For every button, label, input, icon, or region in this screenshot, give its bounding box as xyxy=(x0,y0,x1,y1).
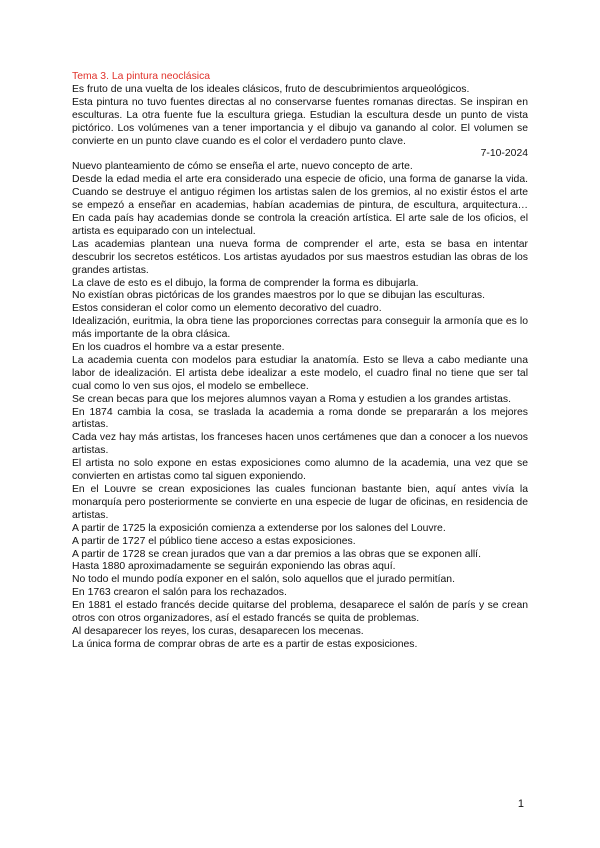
paragraph: En el Louvre se crean exposiciones las cuales funcionan bastante bien, aquí antes vivía la monarquía pero posteriormente se convierte en una especie de lugar de oficinas, en residencia de artistas. xyxy=(72,484,528,521)
intro-paragraph: Esta pintura no tuvo fuentes directas al no conservarse fuentes romanas directas. Se inspiran en esculturas. La otra fuente fue la escultura griega. Estudian la escultura desde un punto de vista pictórico. Los volúmenes van a tener importancia y el dibujo va ganando al color. El volumen se convierte en un punto clave cuando es el color el verdadero punto clave. xyxy=(72,96,528,147)
paragraph: En 1874 cambia la cosa, se traslada la academia a roma donde se prepararán a los mejores artistas. xyxy=(72,406,528,431)
paragraph: Desde la edad media el arte era considerado una especie de oficio, una forma de ganarse la vida. Cuando se destruye el antiguo régimen los artistas salen de los gremios, al no existir éstos el arte se empezó a enseñar en academias, habían academias de pintura, de escultura, arquitectura… En cada país hay academias donde se controla la creación artística. El arte sale de los oficios, el artista es equiparado con un intelectual. xyxy=(72,174,528,237)
paragraph: Hasta 1880 aproximadamente se seguirán exponiendo las obras aquí. xyxy=(72,561,396,573)
paragraph: Al desaparecer los reyes, los curas, desaparecen los mecenas. xyxy=(72,625,364,637)
paragraph: Las academias plantean una nueva forma de comprender el arte, esta se basa en intentar descubrir los secretos estéticos. Los artistas ayudados por sus maestros estudian las obras de los grandes artistas. xyxy=(72,238,528,276)
paragraph: El artista no solo expone en estas exposiciones como alumno de la academia, una vez que se convierten en artistas como tal siguen exponiendo. xyxy=(72,458,528,483)
date-stamp: 7-10-2024 xyxy=(480,148,528,160)
paragraph: No existían obras pictóricas de los grandes maestros por lo que se dibujan las esculturas. xyxy=(72,290,485,302)
paragraph: La única forma de comprar obras de arte es a partir de estas exposiciones. xyxy=(72,638,418,650)
paragraph: Se crean becas para que los mejores alumnos vayan a Roma y estudien a los grandes artistas. xyxy=(72,393,511,405)
paragraph: La clave de esto es el dibujo, la forma de comprender la forma es dibujarla. xyxy=(72,277,419,289)
paragraph: A partir de 1728 se crean jurados que van a dar premios a las obras que se exponen allí. xyxy=(72,548,481,560)
paragraph: A partir de 1727 el público tiene acceso a estas exposiciones. xyxy=(72,535,356,547)
page-number: 1 xyxy=(517,798,524,810)
paragraph: En 1881 el estado francés decide quitarse del problema, desaparece el salón de parís y se crean otros con otros organizadores, así el estado francés se quita de problemas. xyxy=(72,600,528,625)
paragraph: En 1763 crearon el salón para los rechazados. xyxy=(72,587,287,599)
paragraph: Estos consideran el color como un elemento decorativo del cuadro. xyxy=(72,303,382,315)
intro-paragraph: Es fruto de una vuelta de los ideales clásicos, fruto de descubrimientos arqueológicos. xyxy=(72,83,470,95)
paragraph: La academia cuenta con modelos para estudiar la anatomía. Esto se lleva a cabo mediante una labor de idealización. El artista debe idealizar a este modelo, el cuadro final no tiene que ser tal cual como lo ven sus ojos, el modelo se embellece. xyxy=(72,354,528,392)
paragraph: Idealización, euritmia, la obra tiene las proporciones correctas para conseguir la armonía que es lo más importante de la obra clásica. xyxy=(72,316,528,341)
section-title: Tema 3. La pintura neoclásica xyxy=(72,71,211,82)
paragraph: No todo el mundo podía exponer en el salón, solo aquellos que el jurado permitían. xyxy=(72,574,455,586)
paragraph: Cada vez hay más artistas, los franceses hacen unos certámenes que dan a conocer a los nuevos artistas. xyxy=(72,432,528,457)
paragraph: Nuevo planteamiento de cómo se enseña el arte, nuevo concepto de arte. xyxy=(72,161,413,173)
paragraph: En los cuadros el hombre va a estar presente. xyxy=(72,342,285,354)
document-body xyxy=(72,71,528,652)
paragraph: A partir de 1725 la exposición comienza a extenderse por los salones del Louvre. xyxy=(72,522,446,534)
